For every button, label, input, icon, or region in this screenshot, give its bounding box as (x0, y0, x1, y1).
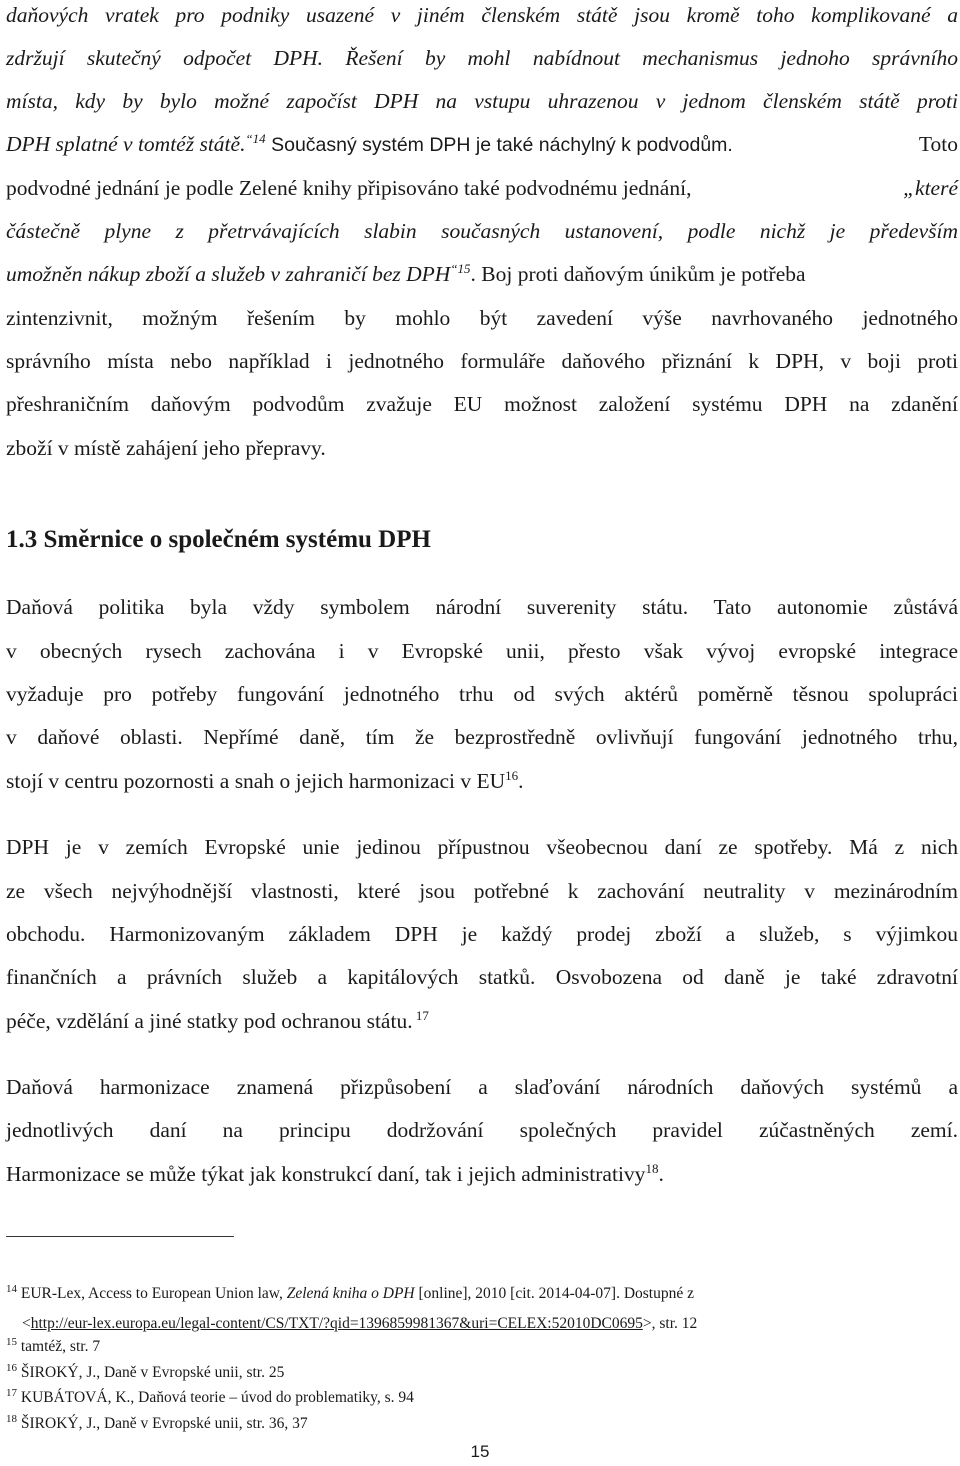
p4-line-3 (6, 1159, 958, 1189)
sans-sentence: Současný systém DPH je také náchylný k podvodům. (265, 134, 733, 156)
p4-line-3-end: . (658, 1162, 664, 1186)
section-heading: 1.3 Směrnice o společném systému DPH (6, 526, 431, 553)
p2-line-4: v daňové oblasti. Nepřímé daně, tím že bezprostředně ovlivňují fungování jednotného trhu, (6, 725, 958, 749)
eur-lex-link[interactable]: http://eur-lex.europa.eu/legal-content/CS/TXT/?qid=1396859981367&uri=CELEX:52010DC0695 (30, 1315, 643, 1332)
italic-quote-start: „které (903, 176, 958, 200)
p4-line-1: Daňová harmonizace znamená přizpůsobení a slaďování národních daňových systémů a (6, 1075, 958, 1099)
footnote-16-text: ŠIROKÝ, J., Daně v Evropské unii, str. 25 (17, 1364, 285, 1381)
body-line-8: zintenzivnit, možným řešením by mohlo být zavedení výše navrhovaného jednotného (6, 306, 958, 330)
p2-line-5 (6, 766, 958, 796)
body-line-7 (6, 259, 958, 289)
body-line-10: přeshraničním daňovým podvodům zvažuje EU možnost založení systému DPH na zdanění (6, 392, 958, 416)
body-line-9: správního místa nebo například i jednotného formuláře daňového přiznání k DPH, v boji proti (6, 349, 958, 373)
footnote-ref-17: 17 (412, 1007, 429, 1023)
body-line-6: částečně plyne z přetrvávajících slabin současných ustanovení, podle nichž je především (6, 219, 958, 243)
footnote-18-number: 18 (6, 1412, 17, 1425)
italic-quote: DPH splatné v tomtéž státě. (6, 132, 246, 156)
footnote-15-text: tamtéž, str. 7 (17, 1338, 101, 1355)
p3-line-2: ze všech nejvýhodnější vlastnosti, které jsou potřebné k zachování neutrality v mezinárodním (6, 879, 958, 903)
footnote-14-bracket-open: < (22, 1315, 31, 1332)
body-line-2: zdržují skutečný odpočet DPH. Řešení by mohl nabídnout mechanismus jednoho správního (6, 46, 958, 70)
footnote-separator (6, 1236, 234, 1237)
footnote-18 (6, 1414, 958, 1434)
p4-line-3-text: Harmonizace se může týkat jak konstrukcí daní, tak i jejich administrativy (6, 1162, 646, 1186)
footnote-ref-15: “15 (450, 260, 471, 276)
footnote-ref-16: 16 (505, 767, 519, 783)
footnote-15-number: 15 (6, 1335, 17, 1348)
body-line-5 (6, 173, 958, 203)
footnote-14-number: 14 (6, 1282, 17, 1295)
page-number: 15 (470, 1442, 490, 1461)
footnote-ref-18: 18 (645, 1160, 659, 1176)
p2-line-1: Daňová politika byla vždy symbolem národní suverenity státu. Tato autonomie zůstává (6, 595, 958, 619)
p2-line-3: vyžaduje pro potřeby fungování jednotného trhu od svých aktérů poměrně těsnou spolupráci (6, 682, 958, 706)
line-end-word: Toto (918, 132, 958, 156)
p3-line-4: finančních a právních služeb a kapitálových statků. Osvobozena od daně je také zdravotní (6, 965, 958, 989)
p3-line-3: obchodu. Harmonizovaným základem DPH je každý prodej zboží a služeb, s výjimkou (6, 922, 958, 946)
p3-line-1: DPH je v zemích Evropské unie jedinou přípustnou všeobecnou daní ze spotřeby. Má z nich (6, 835, 958, 859)
footnote-14 (6, 1284, 958, 1304)
body-line-4 (6, 129, 958, 160)
footnote-ref-14: “14 (245, 130, 266, 146)
footnote-17-text: KUBÁTOVÁ, K., Daňová teorie – úvod do problematiky, s. 94 (17, 1389, 414, 1406)
p2-line-2: v obecných rysech zachována i v Evropské unii, přesto však vývoj evropské integrace (6, 639, 958, 663)
footnote-15 (6, 1337, 958, 1357)
footnote-14-text-b: [online], 2010 [cit. 2014-04-07]. Dostupné z (414, 1285, 694, 1302)
p4-line-2: jednotlivých daní na principu dodržování společných pravidel zúčastněných zemí. (6, 1118, 958, 1142)
footnote-14-page: >, str. 12 (642, 1315, 698, 1332)
footnote-14-title: Zelená kniha o DPH (286, 1285, 415, 1302)
footnote-14-text-a: EUR-Lex, Access to European Union law, (17, 1285, 287, 1302)
p3-line-5-text: péče, vzdělání a jiné statky pod ochranou státu. (6, 1009, 413, 1033)
footnote-16 (6, 1363, 958, 1383)
body-line-1: daňových vratek pro podniky usazené v jiném členském státě jsou kromě toho komplikované a (6, 3, 958, 27)
footnote-18-text: ŠIROKÝ, J., Daně v Evropské unii, str. 36, 37 (17, 1415, 308, 1432)
footnote-17 (6, 1388, 958, 1408)
body-line-11: zboží v místě zahájení jeho přepravy. (6, 436, 326, 460)
p2-line-5-end: . (518, 769, 524, 793)
body-line-5-text: podvodné jednání je podle Zelené knihy připisováno také podvodnému jednání, (6, 176, 692, 200)
body-line-7-rest: . Boj proti daňovým únikům je potřeba (470, 262, 806, 286)
footnote-14-link-line (22, 1314, 960, 1334)
p2-line-5-text: stojí v centru pozornosti a snah o jejich harmonizaci v EU (6, 769, 506, 793)
p3-line-5 (6, 1006, 958, 1036)
footnote-16-number: 16 (6, 1361, 17, 1374)
body-line-3: místa, kdy by bylo možné započíst DPH na vstupu uhrazenou v jednom členském státě proti (6, 89, 958, 113)
italic-quote-end: umožněn nákup zboží a služeb v zahraničí bez DPH (6, 262, 451, 286)
footnote-17-number: 17 (6, 1386, 17, 1399)
